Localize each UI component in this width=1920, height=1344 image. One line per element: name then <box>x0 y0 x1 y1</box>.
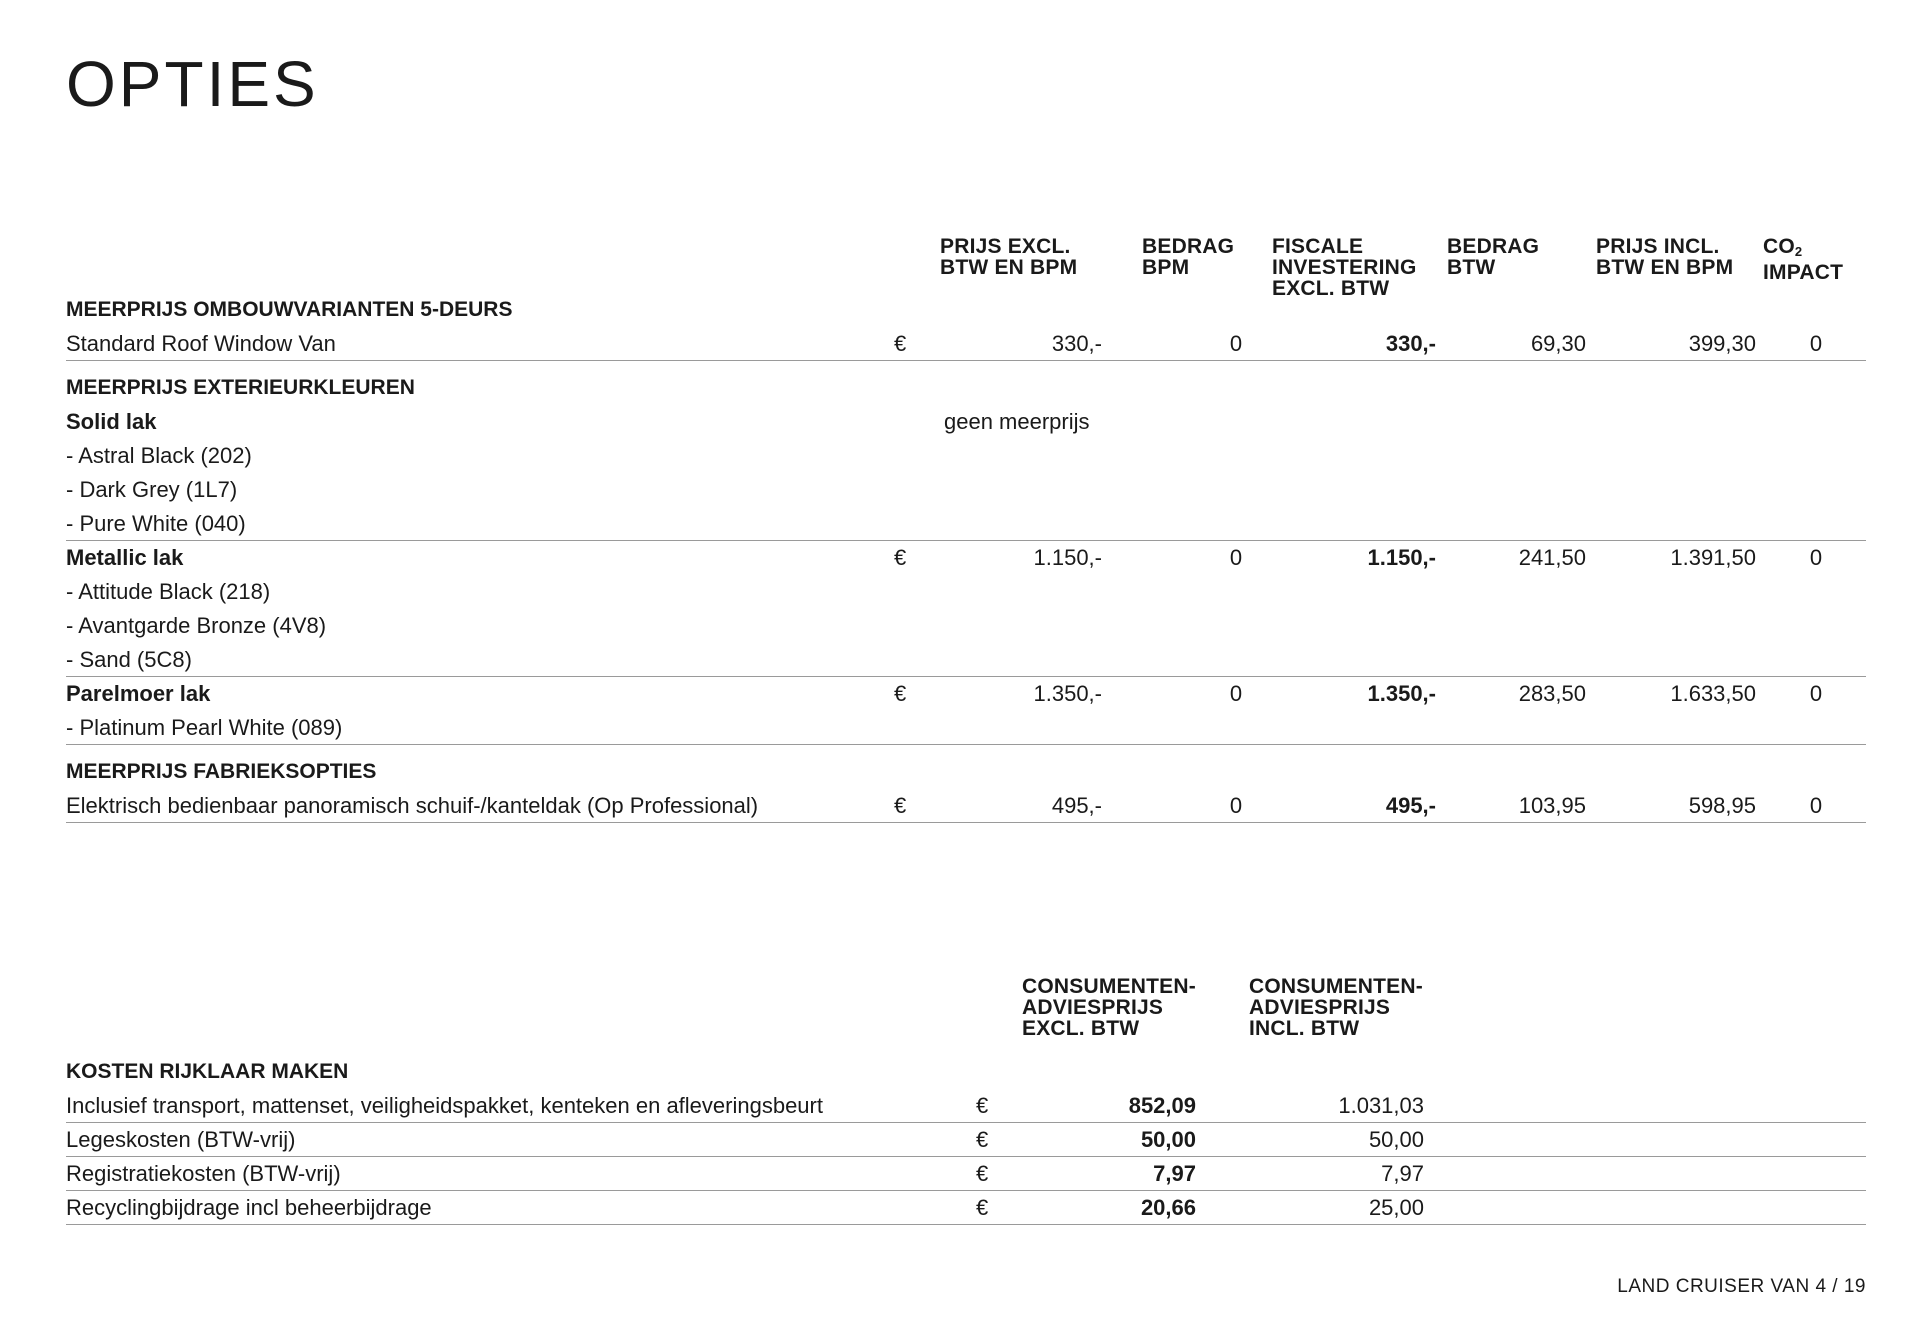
footer <box>1617 1276 1866 1298</box>
list-item <box>66 710 1866 745</box>
price-excl: 852,09 <box>1128 1093 1196 1118</box>
table-row <box>66 326 1866 361</box>
section-heading: MEERPRIJS FABRIEKSOPTIES <box>66 760 377 783</box>
group-label: Parelmoer lak <box>66 681 211 706</box>
section-heading: KOSTEN RIJKLAAR MAKEN <box>66 1060 349 1083</box>
price-excl: 7,97 <box>1153 1161 1196 1186</box>
co2: 0 <box>1809 681 1823 706</box>
btw: 103,95 <box>1518 793 1586 818</box>
table-row <box>66 676 1866 710</box>
color-label: - Platinum Pearl White (089) <box>66 715 343 740</box>
price-incl: 50,00 <box>1368 1127 1424 1152</box>
list-item <box>66 642 1866 677</box>
footer-model: LAND CRUISER VAN <box>1617 1276 1810 1297</box>
row-label: Standard Roof Window Van <box>66 331 336 356</box>
group-label: Solid lak <box>66 409 157 434</box>
co2: 0 <box>1809 545 1823 570</box>
group-label: Metallic lak <box>66 545 184 570</box>
header-price-excl: PRIJS EXCL. BTW EN BPM <box>940 235 1078 279</box>
page-title: OPTIES <box>66 48 319 120</box>
price-incl: 7,97 <box>1381 1161 1424 1186</box>
bpm: 0 <box>1229 681 1243 706</box>
list-item <box>66 472 1866 506</box>
currency-symbol: € <box>894 331 907 356</box>
price-incl: 25,00 <box>1368 1195 1424 1220</box>
color-label: - Dark Grey (1L7) <box>66 477 238 502</box>
table-row <box>66 1190 1866 1225</box>
color-label: - Pure White (040) <box>66 511 246 536</box>
header-consumer-excl: CONSUMENTEN- ADVIESPRIJS EXCL. BTW <box>1022 975 1196 1040</box>
currency-symbol: € <box>894 545 907 570</box>
page-number: 4 / 19 <box>1815 1276 1866 1297</box>
table-row <box>66 1088 1866 1123</box>
list-item <box>66 574 1866 608</box>
btw: 241,50 <box>1518 545 1586 570</box>
note: geen meerprijs <box>944 409 1090 434</box>
btw: 283,50 <box>1518 681 1586 706</box>
co2: 0 <box>1809 331 1823 356</box>
price-incl: 1.031,03 <box>1338 1093 1424 1118</box>
price-excl: 330,- <box>1051 331 1102 356</box>
currency-symbol: € <box>976 1195 989 1220</box>
price-incl: 1.391,50 <box>1670 545 1756 570</box>
section-row-conversions <box>66 292 1866 326</box>
section-row-factory <box>66 754 1866 788</box>
color-label: - Attitude Black (218) <box>66 579 271 604</box>
section-heading: MEERPRIJS EXTERIEURKLEUREN <box>66 376 415 399</box>
table-row <box>66 540 1866 574</box>
price-excl: 495,- <box>1051 793 1102 818</box>
fiscal: 330,- <box>1385 331 1436 356</box>
header-bpm: BEDRAG BPM <box>1142 235 1235 279</box>
row-label: Registratiekosten (BTW-vrij) <box>66 1161 341 1186</box>
price-incl: 598,95 <box>1688 793 1756 818</box>
row-label: Inclusief transport, mattenset, veiligheidspakket, kenteken en afleveringsbeurt <box>66 1093 823 1118</box>
price-incl: 1.633,50 <box>1670 681 1756 706</box>
header-co2 <box>1763 236 1843 283</box>
currency-symbol: € <box>894 793 907 818</box>
co2-impact: IMPACT <box>1763 261 1844 284</box>
co2-sub: 2 <box>1794 244 1803 259</box>
row-label: Recyclingbijdrage incl beheerbijdrage <box>66 1195 432 1220</box>
fiscal: 1.150,- <box>1367 545 1436 570</box>
table-row <box>66 788 1866 823</box>
color-label: - Astral Black (202) <box>66 443 252 468</box>
header-btw: BEDRAG BTW <box>1447 235 1540 279</box>
co2: 0 <box>1809 793 1823 818</box>
bpm: 0 <box>1229 331 1243 356</box>
currency-symbol: € <box>976 1127 989 1152</box>
currency-symbol: € <box>976 1093 989 1118</box>
price-excl: 50,00 <box>1140 1127 1196 1152</box>
price-excl: 1.150,- <box>1033 545 1102 570</box>
price-excl: 1.350,- <box>1033 681 1102 706</box>
fiscal: 1.350,- <box>1367 681 1436 706</box>
row-label: Legeskosten (BTW-vrij) <box>66 1127 296 1152</box>
currency-symbol: € <box>894 681 907 706</box>
table-row <box>66 1122 1866 1157</box>
fiscal: 495,- <box>1385 793 1436 818</box>
section-heading: MEERPRIJS OMBOUWVARIANTEN 5-DEURS <box>66 298 513 321</box>
list-item <box>66 438 1866 472</box>
btw: 69,30 <box>1530 331 1586 356</box>
bpm: 0 <box>1229 545 1243 570</box>
color-label: - Avantgarde Bronze (4V8) <box>66 613 327 638</box>
color-label: - Sand (5C8) <box>66 647 192 672</box>
header-fiscal: FISCALE INVESTERING EXCL. BTW <box>1272 235 1417 300</box>
list-item <box>66 506 1866 541</box>
co2-main: CO <box>1763 235 1795 258</box>
list-item <box>66 608 1866 642</box>
table-row <box>66 1156 1866 1191</box>
table-row <box>66 404 1866 438</box>
bpm: 0 <box>1229 793 1243 818</box>
row-label: Elektrisch bedienbaar panoramisch schuif-/kanteldak (Op Professional) <box>66 793 759 818</box>
price-incl: 399,30 <box>1688 331 1756 356</box>
price-excl: 20,66 <box>1140 1195 1196 1220</box>
header-price-incl: PRIJS INCL. BTW EN BPM <box>1596 235 1734 279</box>
section-row-costs <box>66 1054 1866 1088</box>
currency-symbol: € <box>976 1161 989 1186</box>
header-consumer-incl: CONSUMENTEN- ADVIESPRIJS INCL. BTW <box>1249 975 1423 1040</box>
section-row-exterior <box>66 370 1866 404</box>
